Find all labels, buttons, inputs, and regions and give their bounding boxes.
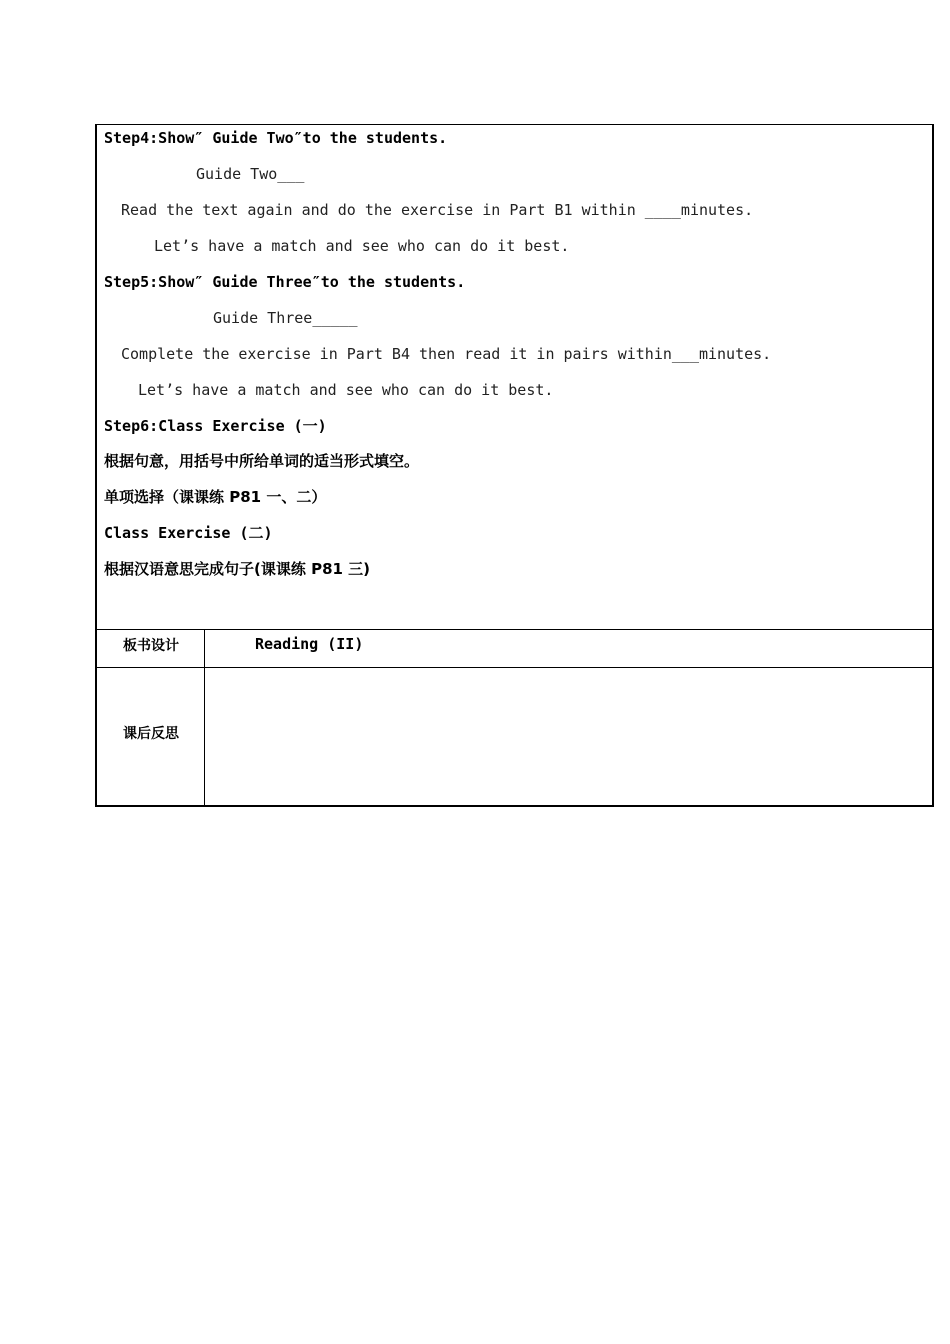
guide-two-text: Read the text again and do the exercise in Part B1 within ____minutes. <box>121 201 754 219</box>
guide-two-match: Let’s have a match and see who can do it best. <box>154 237 570 255</box>
step5-title: Step5:Show″ Guide Three″to the students. <box>104 273 466 291</box>
table-left-border <box>95 124 97 807</box>
task-fill-blank: 根据句意，用括号中所给单词的适当形式填空。 <box>104 452 420 470</box>
guide-two-label: Guide Two___ <box>196 165 305 183</box>
table-right-border <box>932 124 934 807</box>
class-exercise-two: Class Exercise (二) <box>104 524 273 542</box>
guide-three-label: Guide Three_____ <box>213 309 358 327</box>
step4-title: Step4:Show″ Guide Two″to the students. <box>104 129 448 147</box>
task-translate: 根据汉语意思完成句子(课课练 P81 三) <box>104 560 371 578</box>
guide-three-text: Complete the exercise in Part B4 then read it in pairs within___minutes. <box>121 345 772 363</box>
task-choice: 单项选择（课课练 P81 一、二） <box>104 488 327 506</box>
table-column-divider <box>204 629 205 806</box>
table-row-divider-1 <box>95 629 934 630</box>
guide-three-match: Let’s have a match and see who can do it best. <box>138 381 554 399</box>
table-top-border <box>95 124 934 125</box>
table-bottom-border <box>95 805 934 807</box>
step6-title: Step6:Class Exercise (一) <box>104 417 327 435</box>
board-design-content: Reading (II) <box>255 635 364 653</box>
board-design-label: 板书设计 <box>123 638 179 654</box>
reflection-label: 课后反思 <box>123 726 179 742</box>
table-row-divider-2 <box>95 667 934 668</box>
